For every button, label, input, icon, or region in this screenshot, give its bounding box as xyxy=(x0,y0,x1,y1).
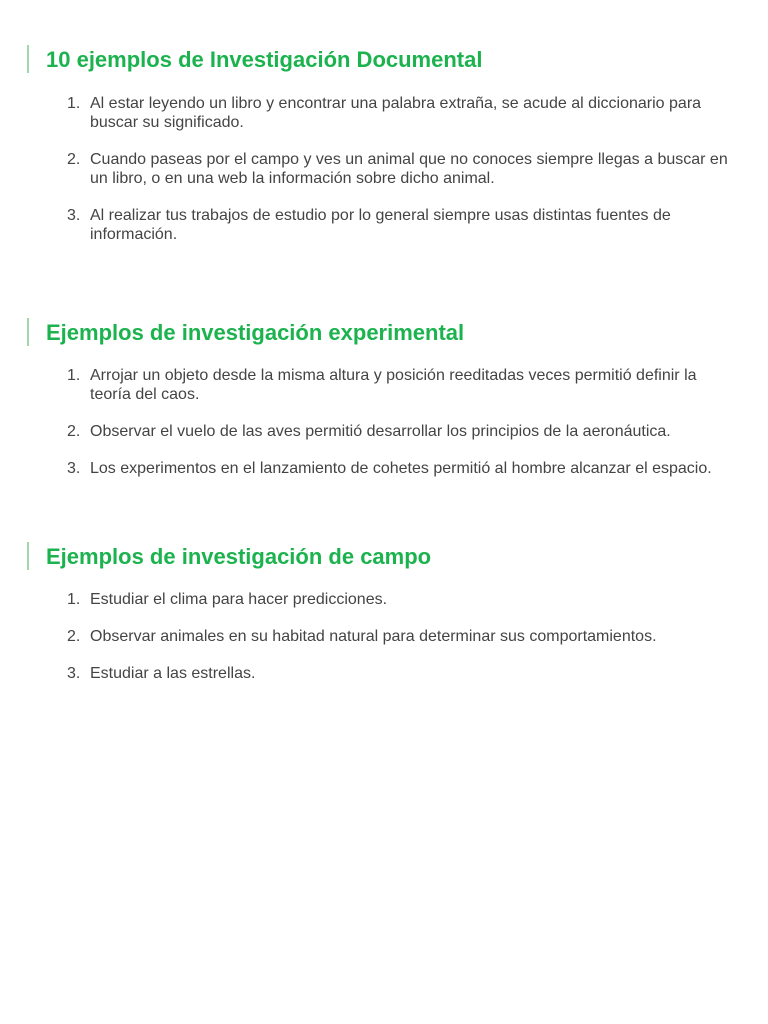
example-list xyxy=(0,590,768,683)
item-number: 1. xyxy=(67,95,81,112)
section-heading xyxy=(0,543,768,571)
item-text: Observar el vuelo de las aves permitió desarrollar los principios de la aeronáutica. xyxy=(90,423,671,440)
item-number: 3. xyxy=(67,207,81,224)
item-text: Arrojar un objeto desde la misma altura y posición reeditadas veces permitió definir la teoría del caos. xyxy=(90,367,697,403)
item-text: Los experimentos en el lanzamiento de cohetes permitió al hombre alcanzar el espacio. xyxy=(90,460,712,477)
item-number: 3. xyxy=(67,460,81,477)
list-item xyxy=(0,459,768,478)
heading-accent-bar xyxy=(27,318,29,346)
item-number: 2. xyxy=(67,151,81,168)
section-heading xyxy=(0,319,768,347)
example-list xyxy=(0,94,768,244)
item-text: Cuando paseas por el campo y ves un animal que no conoces siempre llegas a buscar en un libro, o en una web la información sobre dicho animal. xyxy=(90,151,728,187)
item-number: 2. xyxy=(67,628,81,645)
list-item xyxy=(0,94,768,132)
section-heading xyxy=(0,46,768,74)
item-text: Estudiar el clima para hacer predicciones. xyxy=(90,591,388,608)
heading-accent-bar xyxy=(27,45,29,73)
item-text: Observar animales en su habitad natural para determinar sus comportamientos. xyxy=(90,628,657,645)
heading-accent-bar xyxy=(27,542,29,570)
section-documental xyxy=(0,46,768,244)
list-item xyxy=(0,422,768,441)
item-number: 2. xyxy=(67,423,81,440)
item-text: Al realizar tus trabajos de estudio por lo general siempre usas distintas fuentes de información. xyxy=(90,207,671,243)
list-item xyxy=(0,150,768,188)
list-item xyxy=(0,590,768,609)
example-list xyxy=(0,366,768,478)
list-item xyxy=(0,627,768,646)
list-item xyxy=(0,664,768,683)
list-item xyxy=(0,206,768,244)
section-campo xyxy=(0,543,768,683)
section-title: Ejemplos de investigación de campo xyxy=(46,544,432,569)
item-text: Estudiar a las estrellas. xyxy=(90,665,256,682)
section-title: Ejemplos de investigación experimental xyxy=(46,320,465,345)
list-item xyxy=(0,366,768,404)
item-text: Al estar leyendo un libro y encontrar una palabra extraña, se acude al diccionario para buscar su significado. xyxy=(90,95,702,131)
item-number: 3. xyxy=(67,665,81,682)
item-number: 1. xyxy=(67,367,81,384)
item-number: 1. xyxy=(67,591,81,608)
section-title: 10 ejemplos de Investigación Documental xyxy=(46,47,483,72)
section-experimental xyxy=(0,319,768,478)
